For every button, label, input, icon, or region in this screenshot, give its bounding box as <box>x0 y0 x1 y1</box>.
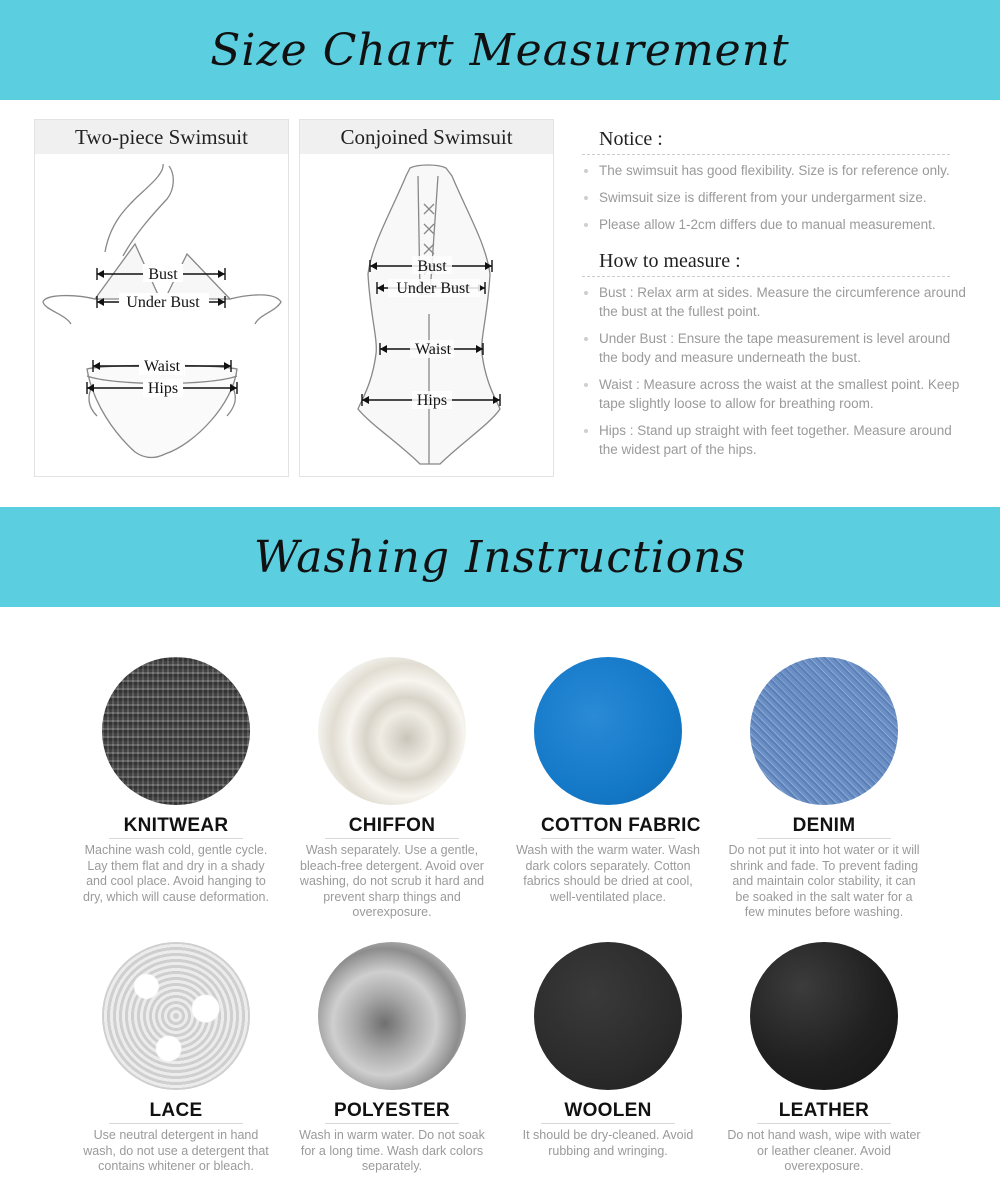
fabric-name: COTTON FABRIC <box>541 815 675 839</box>
two-piece-heading: Two-piece Swimsuit <box>35 120 288 154</box>
woolen-texture-swatch <box>534 942 682 1090</box>
notice-section <box>582 128 972 467</box>
fabric-name: CHIFFON <box>325 815 459 839</box>
notice-heading: Notice : <box>582 128 950 155</box>
waist-label: Waist <box>143 358 181 375</box>
fabric-name: WOOLEN <box>541 1100 675 1124</box>
fabric-card-denim <box>724 657 924 921</box>
cotton-texture-swatch <box>534 657 682 805</box>
measure-item: Hips : Stand up straight with feet together. Measure around the widest part of the hips. <box>582 421 967 459</box>
two-piece-diagram <box>35 154 288 476</box>
fabric-card-chiffon <box>292 657 492 921</box>
measure-item: Under Bust : Ensure the tape measurement is level around the body and measure underneath the bust. <box>582 329 967 367</box>
fabric-desc: Wash in warm water. Do not soak for a long time. Wash dark colors separately. <box>299 1128 485 1173</box>
under-bust-label-conjoined: Under Bust <box>396 280 470 297</box>
size-chart-title: Size Chart Measurement <box>210 24 790 76</box>
knit-texture-swatch <box>102 657 250 805</box>
fabric-name: POLYESTER <box>325 1100 459 1124</box>
fabric-desc: Wash separately. Use a gentle, bleach-free detergent. Avoid over washing, do not scrub it hard and prevent sharp things and overexposure. <box>299 843 485 919</box>
measure-item: Waist : Measure across the waist at the smallest point. Keep tape slightly loose to allow for breathing room. <box>582 375 967 413</box>
fabric-desc: Do not put it into hot water or it will shrink and fade. To prevent fading and maintain color stability, it can be soaked in the salt water for a few minutes before washing. <box>728 843 920 919</box>
bust-label: Bust <box>148 266 178 283</box>
fabric-name: LEATHER <box>757 1100 891 1124</box>
fabric-card-polyester <box>292 942 492 1175</box>
notice-item: Swimsuit size is different from your undergarment size. <box>582 188 967 207</box>
under-bust-label: Under Bust <box>126 294 200 311</box>
chiffon-texture-swatch <box>318 657 466 805</box>
fabric-card-knitwear <box>76 657 276 905</box>
fabric-desc: Do not hand wash, wipe with water or leather cleaner. Avoid overexposure. <box>727 1128 921 1173</box>
fabric-desc: Use neutral detergent in hand wash, do not use a detergent that contains whitener or bleach. <box>83 1128 269 1173</box>
fabric-name: KNITWEAR <box>109 815 243 839</box>
denim-texture-swatch <box>750 657 898 805</box>
conjoined-panel <box>299 119 554 477</box>
how-to-measure-heading: How to measure : <box>582 250 950 277</box>
fabric-desc: It should be dry-cleaned. Avoid rubbing and wringing. <box>522 1128 694 1158</box>
waist-label-conjoined: Waist <box>414 341 452 358</box>
fabric-card-lace <box>76 942 276 1175</box>
notice-item: The swimsuit has good flexibility. Size is for reference only. <box>582 161 967 180</box>
fabric-card-leather <box>724 942 924 1175</box>
bust-label-conjoined: Bust <box>417 258 447 275</box>
lace-texture-swatch <box>102 942 250 1090</box>
washing-title: Washing Instructions <box>253 531 747 583</box>
measure-item: Bust : Relax arm at sides. Measure the circumference around the bust at the fullest point. <box>582 283 967 321</box>
size-chart-banner <box>0 0 1000 100</box>
fabric-desc: Machine wash cold, gentle cycle. Lay them flat and dry in a shady and cool place. Avoid hanging to dry, which will cause deformation. <box>83 843 269 904</box>
notice-item: Please allow 1-2cm differs due to manual measurement. <box>582 215 967 234</box>
two-piece-panel <box>34 119 289 477</box>
fabric-desc: Wash with the warm water. Wash dark colors separately. Cotton fabrics should be dried at cool, well-ventilated place. <box>516 843 700 904</box>
conjoined-diagram <box>300 154 553 476</box>
conjoined-heading: Conjoined Swimsuit <box>300 120 553 154</box>
fabric-card-woolen <box>508 942 708 1159</box>
washing-banner <box>0 507 1000 607</box>
hips-label: Hips <box>147 380 179 397</box>
leather-texture-swatch <box>750 942 898 1090</box>
fabric-card-cotton <box>508 657 708 905</box>
polyester-texture-swatch <box>318 942 466 1090</box>
fabric-name: DENIM <box>757 815 891 839</box>
fabric-name: LACE <box>109 1100 243 1124</box>
hips-label-conjoined: Hips <box>416 392 448 409</box>
